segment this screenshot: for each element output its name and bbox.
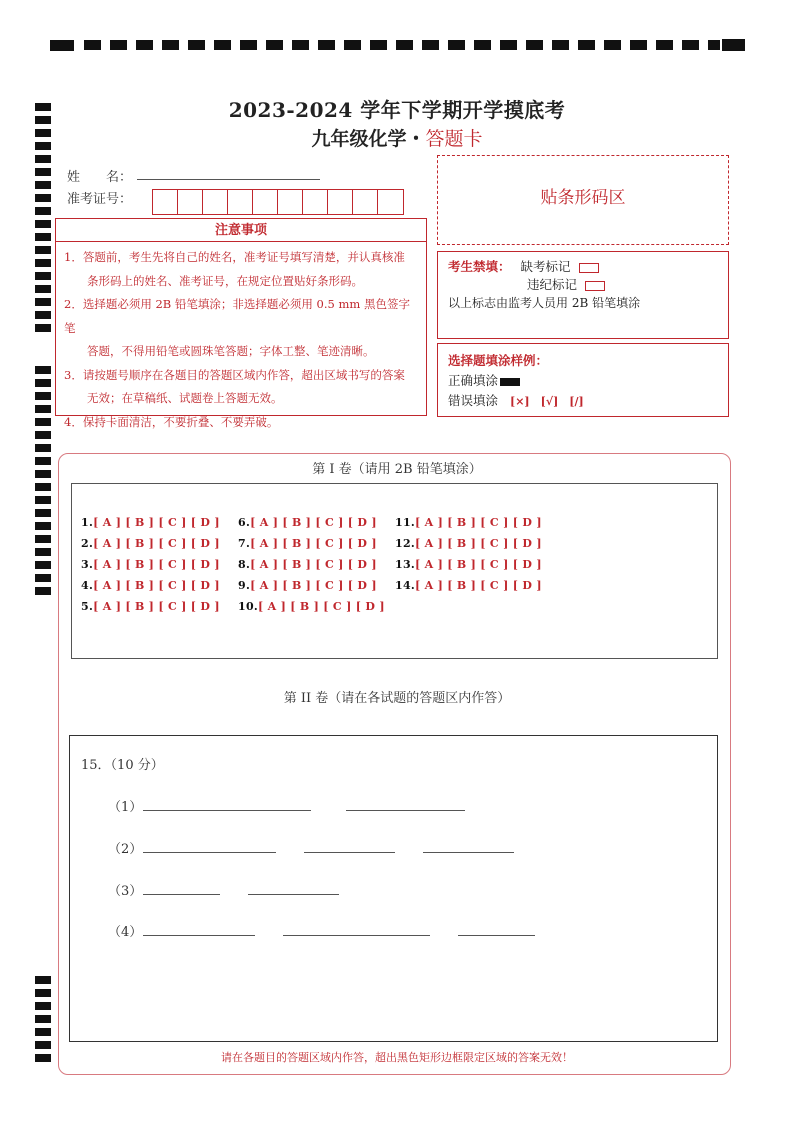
sub-question-3-label: （3） xyxy=(108,884,143,899)
notice-line: 答题，不得用铅笔或圆珠笔答题；字体工整、笔迹清晰。 xyxy=(64,344,375,358)
mc-question-13[interactable]: 13.[ A ] [ B ] [ C ] [ D ] xyxy=(395,558,542,571)
page-subtitle xyxy=(0,124,794,151)
wrong-fill-marks: [×] [√] [/] xyxy=(510,395,584,408)
mc-question-10[interactable]: 10.[ A ] [ B ] [ C ] [ D ] xyxy=(238,600,385,613)
exam-id-cell[interactable] xyxy=(378,190,403,214)
answer-line[interactable] xyxy=(346,810,465,811)
subtitle-subject: 九年级化学・ xyxy=(311,128,426,150)
absent-mark-box[interactable] xyxy=(579,263,599,273)
notice-line: 3．请按题号顺序在各题目的答题区域内作答，超出区域书写的答案 xyxy=(64,367,405,382)
mc-question-14[interactable]: 14.[ A ] [ B ] [ C ] [ D ] xyxy=(395,579,542,592)
mc-question-4[interactable]: 4.[ A ] [ B ] [ C ] [ D ] xyxy=(81,579,220,592)
exam-id-cell[interactable] xyxy=(203,190,228,214)
answer-line[interactable] xyxy=(143,852,276,853)
notice-panel xyxy=(55,241,427,429)
name-label: 姓 名： xyxy=(67,170,133,185)
part1-title: 第 I 卷（请用 2B 铅笔填涂） xyxy=(312,462,482,477)
answer-line[interactable] xyxy=(248,894,339,895)
forbid-heading: 考生禁填： xyxy=(448,259,511,274)
page-title: 2023-2024 学年下学期开学摸底考 xyxy=(228,98,566,122)
mc-question-8[interactable]: 8.[ A ] [ B ] [ C ] [ D ] xyxy=(238,558,377,571)
mc-question-9[interactable]: 9.[ A ] [ B ] [ C ] [ D ] xyxy=(238,579,377,592)
notice-heading: 注意事项 xyxy=(55,218,427,242)
fill-sample-panel xyxy=(437,343,729,417)
exam-id-boxes[interactable] xyxy=(152,189,404,215)
correct-fill-mark xyxy=(500,378,520,386)
multiple-choice-box xyxy=(71,483,718,659)
exam-id-cell[interactable] xyxy=(278,190,303,214)
answer-line[interactable] xyxy=(143,935,255,936)
notice-line: 无效；在草稿纸、试题卷上答题无效。 xyxy=(64,391,283,405)
timing-marks-top xyxy=(0,0,794,60)
footer-warning: 请在各题目的答题区域内作答，超出黑色矩形边框限定区域的答案无效！ xyxy=(221,1051,573,1064)
exam-id-cell[interactable] xyxy=(353,190,378,214)
mc-question-11[interactable]: 11.[ A ] [ B ] [ C ] [ D ] xyxy=(395,516,542,529)
exam-id-label: 准考证号： xyxy=(67,192,133,207)
mc-question-5[interactable]: 5.[ A ] [ B ] [ C ] [ D ] xyxy=(81,600,220,613)
violation-label: 违纪标记 xyxy=(527,277,578,292)
notice-line: 2．选择题必须用 2B 铅笔填涂；非选择题必须用 0.5 mm 黑色签字笔 xyxy=(64,297,410,335)
answer-line[interactable] xyxy=(304,852,395,853)
part2-title: 第 II 卷（请在各试题的答题区内作答） xyxy=(283,691,511,706)
examiner-marks-panel xyxy=(437,251,729,339)
exam-id-cell[interactable] xyxy=(178,190,203,214)
timing-marks-left-1 xyxy=(0,0,60,340)
answer-line[interactable] xyxy=(423,852,514,853)
mc-question-7[interactable]: 7.[ A ] [ B ] [ C ] [ D ] xyxy=(238,537,377,550)
exam-id-cell[interactable] xyxy=(328,190,353,214)
wrong-fill-label: 错误填涂 xyxy=(448,393,499,408)
sub-question-1-label: （1） xyxy=(108,800,143,815)
subtitle-answer-card: 答题卡 xyxy=(425,128,483,150)
barcode-area: 贴条形码区 xyxy=(437,155,729,245)
timing-marks-left-2 xyxy=(0,360,60,605)
sub-question-4-label: （4） xyxy=(108,925,143,940)
answer-line[interactable] xyxy=(143,810,311,811)
exam-id-cell[interactable] xyxy=(228,190,253,214)
mc-question-12[interactable]: 12.[ A ] [ B ] [ C ] [ D ] xyxy=(395,537,542,550)
mc-question-1[interactable]: 1.[ A ] [ B ] [ C ] [ D ] xyxy=(81,516,220,529)
correct-fill-label: 正确填涂 xyxy=(448,373,499,388)
answer-line[interactable] xyxy=(283,935,430,936)
sub-question-2-label: （2） xyxy=(108,842,143,857)
mc-question-2[interactable]: 2.[ A ] [ B ] [ C ] [ D ] xyxy=(81,537,220,550)
name-field[interactable] xyxy=(137,179,320,180)
answer-line[interactable] xyxy=(458,935,535,936)
sample-heading: 选择题填涂样例： xyxy=(448,353,549,368)
exam-id-cell[interactable] xyxy=(253,190,278,214)
question-15-heading: 15．（10 分） xyxy=(81,758,164,773)
question-15-box xyxy=(69,735,718,1042)
answer-line[interactable] xyxy=(143,894,220,895)
mc-question-3[interactable]: 3.[ A ] [ B ] [ C ] [ D ] xyxy=(81,558,220,571)
forbid-note: 以上标志由监考人员用 2B 铅笔填涂 xyxy=(448,296,641,310)
violation-mark-box[interactable] xyxy=(585,281,605,291)
mc-question-6[interactable]: 6.[ A ] [ B ] [ C ] [ D ] xyxy=(238,516,377,529)
notice-line: 条形码上的姓名、准考证号，在规定位置贴好条形码。 xyxy=(64,273,363,288)
notice-line: 4．保持卡面清洁，不要折叠、不要弄破。 xyxy=(64,414,279,429)
exam-id-cell[interactable] xyxy=(303,190,328,214)
notice-line: 1．答题前，考生先将自己的姓名，准考证号填写清楚，并认真核准 xyxy=(64,250,405,264)
exam-id-cell[interactable] xyxy=(153,190,178,214)
absent-label: 缺考标记 xyxy=(520,259,571,274)
